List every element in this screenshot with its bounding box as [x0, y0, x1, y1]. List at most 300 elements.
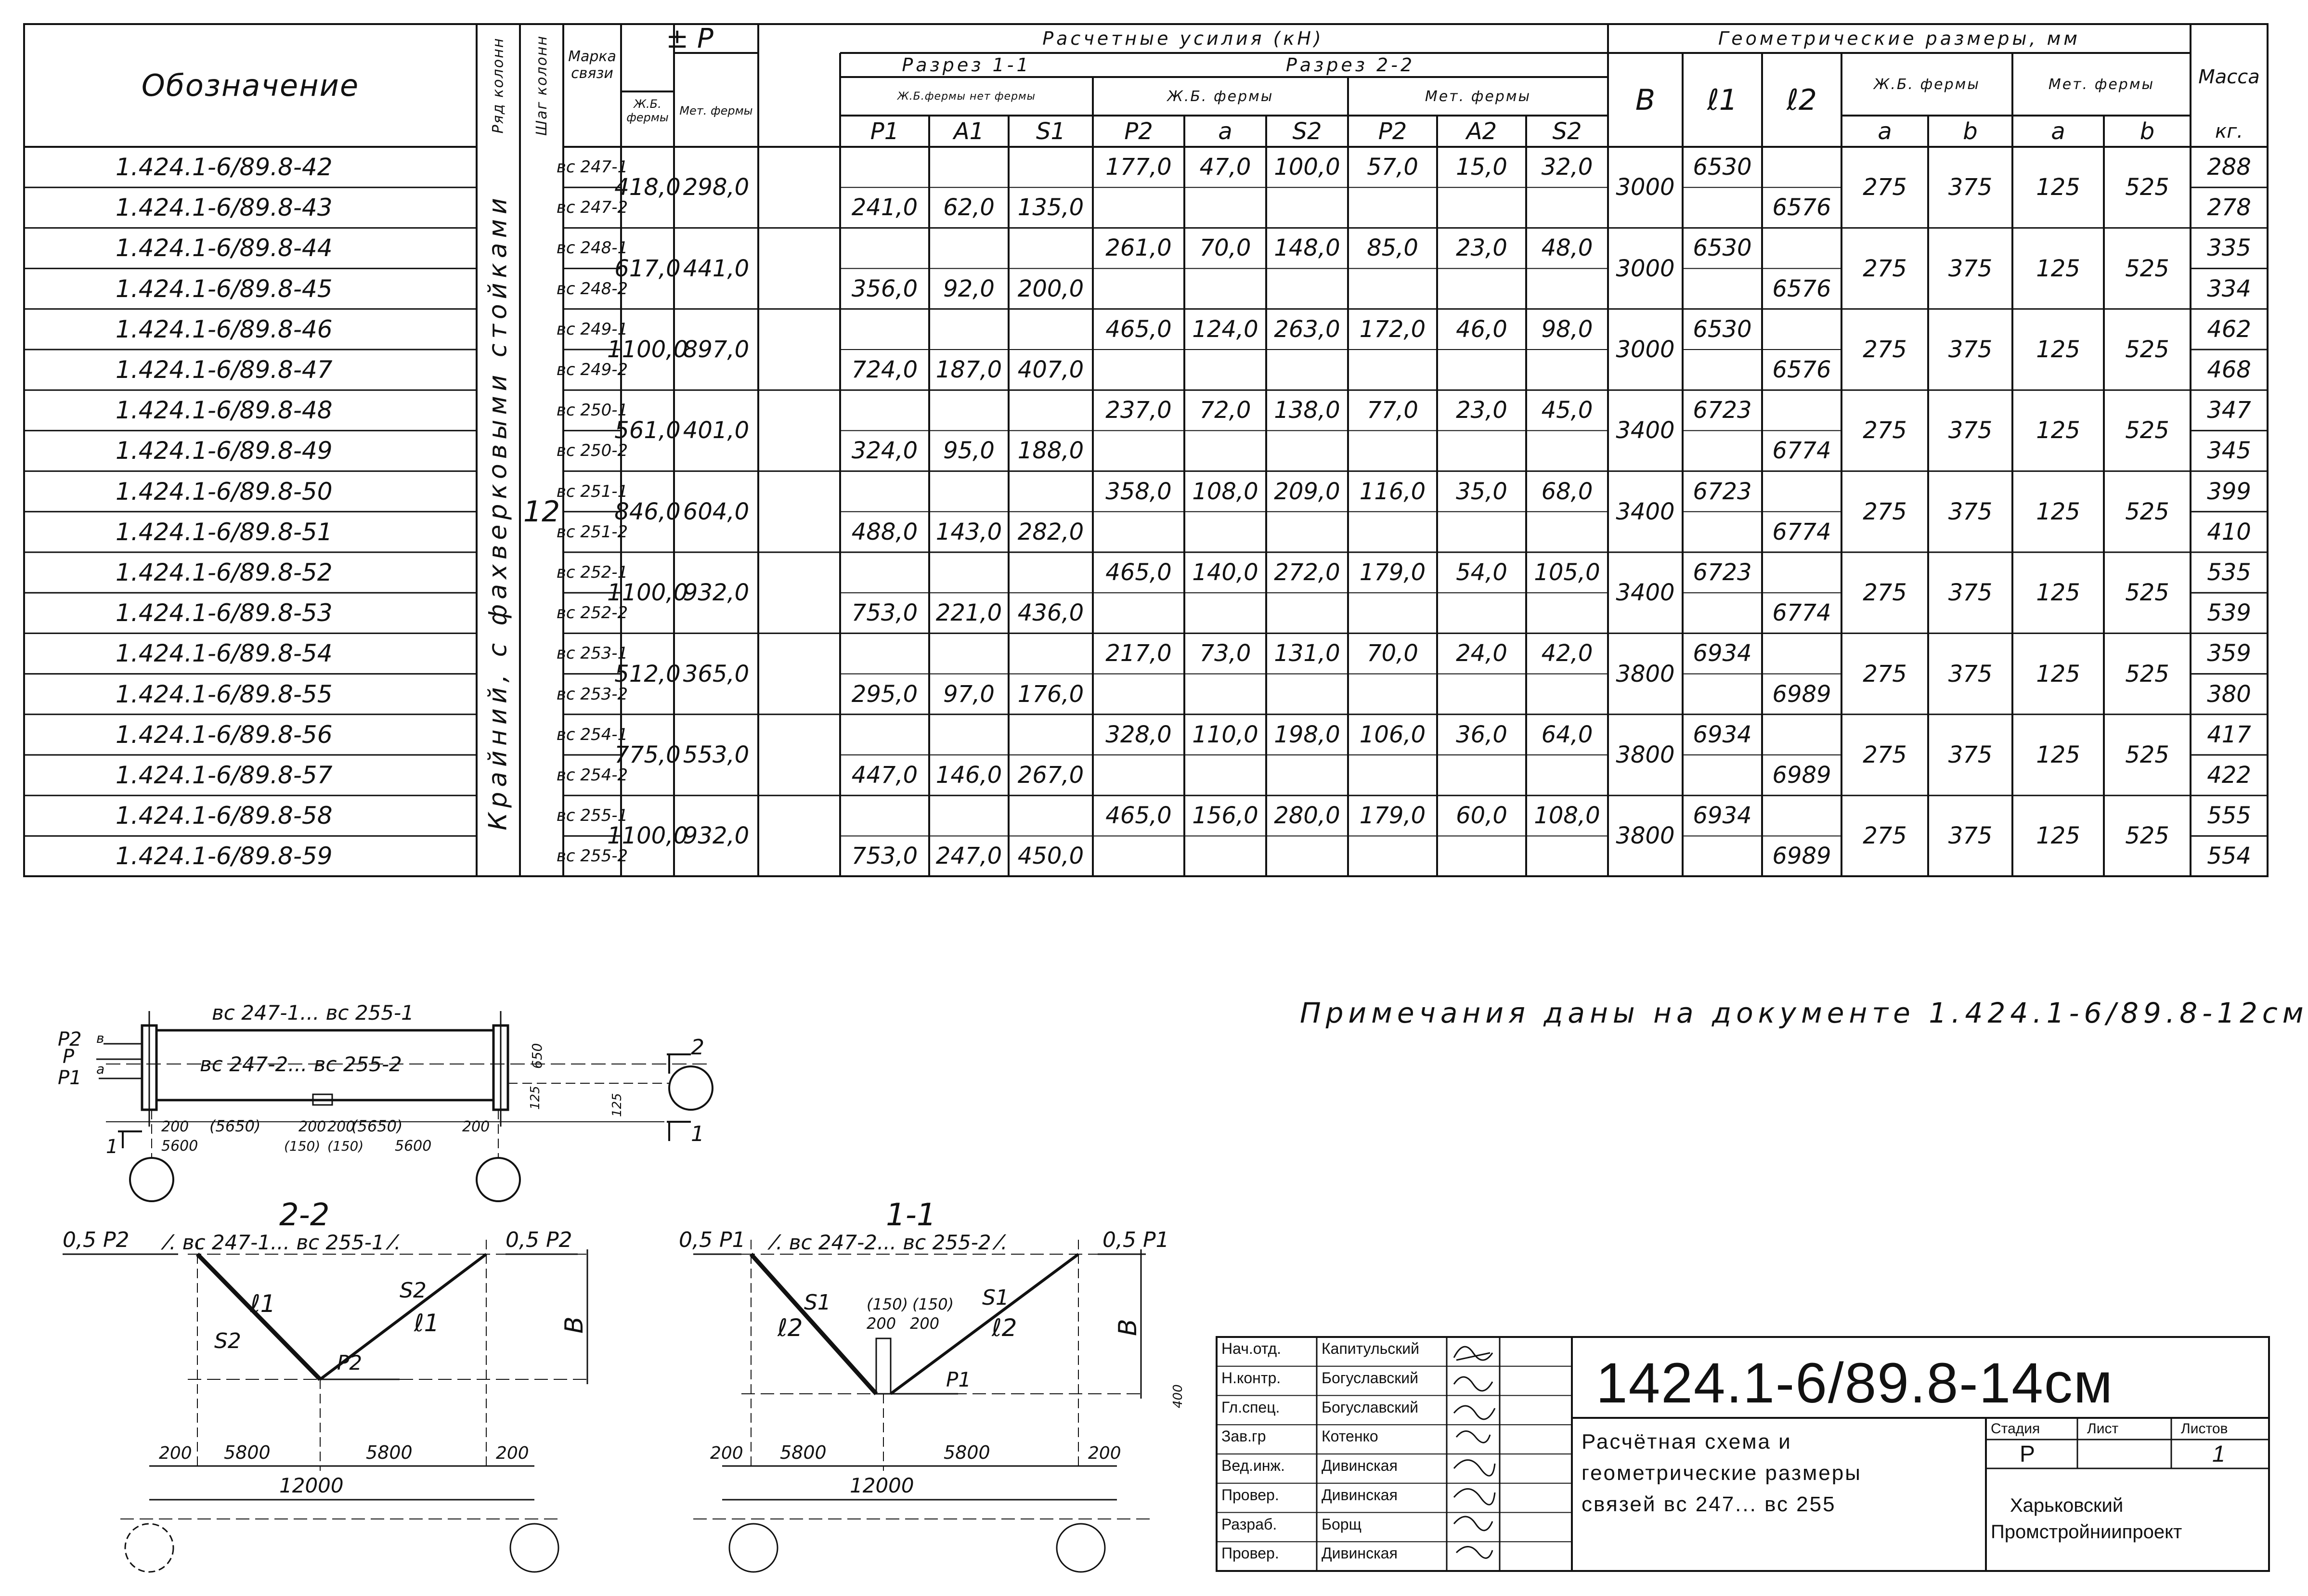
table-cell-p2b: [1348, 593, 1437, 633]
table-cell-l1: [1683, 269, 1762, 309]
table-cell-p2b: 179,0: [1359, 559, 1426, 586]
table-cell-b: 3400: [1616, 417, 1675, 444]
header-geometry: Геометрические размеры, мм: [1718, 28, 2080, 49]
table-cell-p1: [840, 471, 929, 512]
table-cell-mark: вс 254-2: [556, 766, 628, 785]
plan-top-label: вс 247-1... вс 255-1: [212, 1001, 414, 1025]
sec11-l2: ℓ2: [778, 1314, 803, 1342]
header-a: a: [1878, 117, 1892, 145]
table-cell-p2b: 179,0: [1359, 802, 1426, 830]
table-cell-a1: [929, 390, 1009, 430]
table-cell-a2b: [1437, 836, 1526, 876]
header-l1: ℓ1: [1707, 83, 1737, 117]
table-cell-s2b: [1526, 512, 1608, 552]
header-column-step: Шаг колонн: [533, 35, 550, 136]
table-cell-l2: [1762, 471, 1841, 512]
table-cell-p1: [840, 309, 929, 350]
note-text: Примечания даны на документе 1.424.1-6/89.8-12см: [1300, 997, 2308, 1029]
stamp-name: Дивинская: [1322, 1486, 1398, 1504]
header-p2: P2: [1124, 117, 1153, 145]
table-cell-met-a: 125: [2036, 255, 2080, 282]
table-cell-s1: [1009, 309, 1093, 350]
header-rc-truss-22: Ж.Б. фермы: [1167, 88, 1274, 105]
sec11-title: 1-1: [886, 1197, 936, 1233]
table-cell-a2: [1184, 836, 1266, 876]
table-cell-rc-b: 375: [1948, 498, 1993, 525]
table-cell-a2: 124,0: [1192, 315, 1258, 343]
table-cell-s2b: [1526, 269, 1608, 309]
sec11-c200a: 200: [867, 1314, 896, 1333]
title-block: [1216, 1336, 2270, 1572]
table-cell-s1: [1009, 714, 1093, 755]
table-cell-mass: 345: [2207, 437, 2251, 465]
table-cell-l1: 6723: [1693, 559, 1752, 586]
table-cell-a1: [929, 147, 1009, 187]
table-cell-p2: 261,0: [1105, 234, 1172, 262]
table-cell-code: 1.424.1-6/89.8-52: [116, 558, 333, 587]
header-row-columns: Ряд колонн: [490, 37, 507, 134]
brace-table: [24, 24, 2268, 876]
table-cell-p2b: 57,0: [1367, 154, 1418, 181]
table-cell-p2b: [1348, 187, 1437, 228]
table-cell-p-rc: 1100,0: [607, 822, 688, 850]
org-line2: Промстройниипроект: [1991, 1521, 2182, 1543]
table-cell-s2b: 32,0: [1541, 154, 1593, 181]
sec22-b: B: [560, 1316, 589, 1334]
table-cell-met-a: 125: [2036, 579, 2080, 607]
stamp-role: Н.контр.: [1221, 1369, 1281, 1387]
table-cell-l1: [1683, 512, 1762, 552]
table-cell-code: 1.424.1-6/89.8-55: [116, 680, 333, 708]
stamp-role: Зав.гр: [1221, 1427, 1266, 1445]
table-cell-p-rc: 561,0: [614, 417, 681, 444]
table-cell-l1: 6723: [1693, 478, 1752, 505]
table-cell-a2b: 23,0: [1456, 397, 1507, 424]
table-cell-a2: 72,0: [1199, 397, 1251, 424]
table-cell-p-met: 401,0: [683, 417, 750, 444]
plan-125b: 125: [610, 1093, 624, 1117]
header-p2b: P2: [1378, 117, 1407, 145]
header-forces: Расчетные усилия (кН): [1042, 28, 1324, 49]
table-cell-met-b: 525: [2125, 741, 2169, 768]
table-cell-s1: 267,0: [1017, 762, 1084, 789]
header-met-ab: Мет. фермы: [2048, 76, 2155, 93]
table-cell-met-b: 525: [2125, 417, 2169, 444]
table-cell-s2b: 98,0: [1541, 315, 1593, 343]
table-cell-p-met: 604,0: [683, 498, 750, 525]
table-cell-p-rc: 512,0: [614, 660, 681, 688]
table-cell-p2: 358,0: [1105, 478, 1172, 505]
table-cell-code: 1.424.1-6/89.8-53: [116, 599, 333, 627]
table-cell-p1: [840, 228, 929, 268]
plan-d1: 200: [161, 1118, 189, 1135]
table-cell-p2: 465,0: [1105, 559, 1172, 586]
table-cell-s2: 209,0: [1274, 478, 1340, 505]
table-cell-s1: 188,0: [1017, 437, 1084, 465]
table-cell-p1: 447,0: [851, 762, 918, 789]
table-cell-p1: [840, 552, 929, 593]
table-cell-b: 3000: [1616, 255, 1675, 282]
header-met-truss: Мет. фермы: [679, 104, 753, 117]
table-cell-a2b: 24,0: [1456, 640, 1507, 667]
table-cell-s2: [1266, 836, 1348, 876]
sec11-c150a: (150): [867, 1295, 908, 1313]
plan-125a: 125: [528, 1086, 543, 1110]
table-cell-l1: [1683, 430, 1762, 471]
plan-b: в: [96, 1030, 104, 1046]
sec11-d-mid2: 5800: [944, 1442, 990, 1463]
table-cell-s2: [1266, 674, 1348, 714]
plan-d10: 5600: [395, 1138, 432, 1155]
table-cell-l1: [1683, 755, 1762, 795]
stage-value: Р: [2020, 1441, 2036, 1467]
table-cell-mark: вс 249-1: [556, 319, 628, 339]
table-cell-p1: 356,0: [851, 275, 918, 302]
table-cell-p2: [1093, 755, 1184, 795]
table-cell-p-met: 298,0: [683, 174, 750, 201]
table-cell-code: 1.424.1-6/89.8-46: [116, 315, 333, 343]
sec22-s2b: S2: [400, 1278, 427, 1303]
table-cell-p2b: 77,0: [1367, 397, 1418, 424]
table-cell-p-met: 553,0: [683, 741, 750, 768]
table-cell-p2b: 172,0: [1359, 315, 1426, 343]
table-cell-s2b: [1526, 836, 1608, 876]
header-s2: S2: [1292, 117, 1322, 145]
table-cell-s2: 263,0: [1274, 315, 1340, 343]
table-cell-met-b: 525: [2125, 174, 2169, 201]
table-cell-mass: 555: [2207, 802, 2251, 830]
sec22-d-left: 200: [159, 1443, 192, 1463]
table-cell-mark: вс 253-1: [556, 644, 628, 663]
table-cell-s2: 198,0: [1274, 721, 1340, 748]
table-cell-a1: 97,0: [943, 680, 995, 708]
table-cell-rc-a: 275: [1863, 498, 1907, 525]
table-cell-s2: 100,0: [1274, 154, 1340, 181]
table-cell-rc-b: 375: [1948, 336, 1993, 363]
table-cell-l1: 6934: [1693, 640, 1752, 667]
table-cell-p2: [1093, 836, 1184, 876]
plan-p: P: [63, 1046, 75, 1068]
table-cell-a2: 108,0: [1192, 478, 1258, 505]
table-cell-code: 1.424.1-6/89.8-48: [116, 396, 333, 425]
table-cell-a2b: [1437, 512, 1526, 552]
table-cell-s1: [1009, 552, 1093, 593]
table-cell-code: 1.424.1-6/89.8-54: [116, 639, 333, 668]
table-cell-p-rc: 775,0: [614, 741, 681, 768]
sec11-d-right: 200: [1088, 1443, 1121, 1463]
table-cell-s2b: 105,0: [1534, 559, 1600, 586]
table-cell-s1: 135,0: [1017, 194, 1084, 221]
table-cell-s2b: [1526, 755, 1608, 795]
table-cell-rc-a: 275: [1863, 255, 1907, 282]
sec11-b: B: [1114, 1319, 1142, 1336]
table-cell-code: 1.424.1-6/89.8-42: [116, 153, 333, 182]
header-pm-p: ± P: [666, 23, 713, 54]
table-cell-mass: 335: [2207, 234, 2251, 262]
table-cell-l2: 6576: [1772, 275, 1831, 302]
stamp-name: Борщ: [1322, 1515, 1361, 1533]
table-cell-a1: 187,0: [935, 356, 1002, 384]
stamp-name: Капитульский: [1322, 1340, 1420, 1357]
sec11-p1: P1: [946, 1368, 972, 1391]
table-cell-rc-b: 375: [1948, 174, 1993, 201]
table-cell-p1: 324,0: [851, 437, 918, 465]
sec22-l1: ℓ1: [250, 1290, 276, 1318]
table-cell-a2: 47,0: [1199, 154, 1251, 181]
doc-title-line1: Расчётная схема и: [1582, 1430, 1792, 1453]
plan-p1: P1: [58, 1067, 82, 1089]
table-cell-p-met: 932,0: [683, 822, 750, 850]
table-cell-a2b: [1437, 350, 1526, 390]
header-a2: a: [1218, 117, 1232, 145]
table-cell-l1: [1683, 836, 1762, 876]
table-cell-p2: 177,0: [1105, 154, 1172, 181]
table-cell-p-rc: 617,0: [614, 255, 681, 282]
table-cell-s1: [1009, 228, 1093, 268]
table-cell-mark: вс 247-2: [556, 198, 628, 218]
table-cell-b: 3400: [1616, 579, 1675, 607]
table-cell-l1: [1683, 674, 1762, 714]
header-l2: ℓ2: [1787, 83, 1817, 117]
table-cell-met-b: 525: [2125, 579, 2169, 607]
table-cell-met-a: 125: [2036, 660, 2080, 688]
table-cell-s2: [1266, 269, 1348, 309]
table-cell-rc-b: 375: [1948, 417, 1993, 444]
table-cell-mass: 535: [2207, 559, 2251, 586]
table-cell-a2: 156,0: [1192, 802, 1258, 830]
stamp-role: Провер.: [1221, 1486, 1279, 1504]
table-cell-s2b: 45,0: [1541, 397, 1593, 424]
header-a1: A1: [953, 117, 985, 145]
header-b: B: [1635, 83, 1656, 117]
table-cell-s1: [1009, 147, 1093, 187]
table-cell-l2: [1762, 714, 1841, 755]
table-cell-code: 1.424.1-6/89.8-56: [116, 720, 333, 749]
table-cell-met-b: 525: [2125, 822, 2169, 850]
table-cell-l1: [1683, 350, 1762, 390]
table-cell-s2b: [1526, 674, 1608, 714]
header-a2b: A2: [1466, 117, 1497, 145]
table-cell-mark: вс 253-2: [556, 684, 628, 704]
plan-650: 650: [529, 1043, 545, 1069]
table-cell-p1: 241,0: [851, 194, 918, 221]
plan-mid-label: вс 247-2... вс 255-2: [200, 1052, 402, 1076]
table-cell-p-met: 897,0: [683, 336, 750, 363]
table-cell-p1: [840, 147, 929, 187]
table-cell-p2: [1093, 269, 1184, 309]
table-cell-l1: [1683, 593, 1762, 633]
table-cell-p2b: [1348, 269, 1437, 309]
header-section-22: Разрез 2-2: [1285, 54, 1415, 76]
table-cell-s2: 138,0: [1274, 397, 1340, 424]
table-cell-mark: вс 252-1: [556, 563, 628, 583]
table-cell-met-a: 125: [2036, 822, 2080, 850]
table-cell-s2: [1266, 430, 1348, 471]
table-cell-code: 1.424.1-6/89.8-57: [116, 761, 333, 790]
table-cell-p-met: 441,0: [683, 255, 750, 282]
table-cell-met-b: 525: [2125, 255, 2169, 282]
section-1-1-diagram: [679, 1192, 1204, 1577]
table-cell-met-a: 125: [2036, 741, 2080, 768]
table-cell-b: 3000: [1616, 336, 1675, 363]
table-cell-mass: 462: [2207, 315, 2251, 343]
table-cell-b: 3800: [1616, 741, 1675, 768]
table-cell-l2: 6774: [1772, 518, 1831, 545]
table-cell-p2: 217,0: [1105, 640, 1172, 667]
header-b-small: b: [1963, 117, 1978, 145]
table-cell-met-b: 525: [2125, 498, 2169, 525]
table-cell-p2b: [1348, 836, 1437, 876]
sec22-p2: P2: [337, 1351, 363, 1375]
table-cell-rc-b: 375: [1948, 741, 1993, 768]
header-a-met: a: [2051, 117, 2065, 145]
sec11-c200b: 200: [910, 1314, 940, 1333]
table-cell-code: 1.424.1-6/89.8-47: [116, 356, 333, 384]
header-b-met: b: [2139, 117, 2155, 145]
table-cell-code: 1.424.1-6/89.8-49: [116, 437, 333, 465]
table-cell-p2: [1093, 512, 1184, 552]
stamp-name: Богуславский: [1322, 1369, 1418, 1387]
sec11-l2b: ℓ2: [992, 1314, 1017, 1342]
table-cell-a1: 62,0: [943, 194, 995, 221]
table-cell-s2b: 64,0: [1541, 721, 1593, 748]
table-cell-p2: [1093, 350, 1184, 390]
table-cell-a2b: [1437, 187, 1526, 228]
table-cell-p1: 753,0: [851, 599, 918, 627]
table-cell-p2b: 106,0: [1359, 721, 1426, 748]
header-rc-met-11: Ж.Б.фермы нет фермы: [897, 90, 1036, 103]
table-cell-s2b: [1526, 593, 1608, 633]
table-cell-mark: вс 250-1: [556, 401, 628, 420]
table-cell-a2b: [1437, 674, 1526, 714]
table-cell-a2: 110,0: [1192, 721, 1258, 748]
table-cell-mark: вс 248-2: [556, 279, 628, 298]
table-cell-l2: [1762, 147, 1841, 187]
table-cell-mark: вс 255-1: [556, 806, 628, 826]
table-cell-p2: 465,0: [1105, 802, 1172, 830]
table-cell-p2b: [1348, 430, 1437, 471]
table-cell-l1: 6530: [1693, 234, 1752, 262]
table-cell-p-rc: 1100,0: [607, 579, 688, 607]
header-s1: S1: [1036, 117, 1065, 145]
plan-d8: (150): [284, 1138, 321, 1154]
table-cell-met-a: 125: [2036, 336, 2080, 363]
table-cell-p2b: [1348, 512, 1437, 552]
table-cell-s2: [1266, 593, 1348, 633]
table-cell-p2: 465,0: [1105, 315, 1172, 343]
stage-label: Стадия: [1991, 1421, 2040, 1437]
sec11-total: 12000: [850, 1474, 914, 1497]
table-cell-l1: 6530: [1693, 315, 1752, 343]
table-cell-rc-a: 275: [1863, 417, 1907, 444]
doc-code: 1424.1-6/89.8-14см: [1596, 1351, 2114, 1415]
plan-a: а: [96, 1061, 105, 1077]
table-cell-a2b: 60,0: [1456, 802, 1507, 830]
table-cell-mark: вс 252-2: [556, 603, 628, 623]
table-cell-s1: 282,0: [1017, 518, 1084, 545]
table-cell-a2: [1184, 512, 1266, 552]
header-kg: кг.: [2215, 120, 2243, 143]
header-p1: P1: [870, 117, 899, 145]
table-cell-rc-b: 375: [1948, 822, 1993, 850]
sec22-title: 2-2: [279, 1197, 330, 1233]
table-cell-p-met: 365,0: [683, 660, 750, 688]
sec11-subtitle: ⁄. вс 247-2... вс 255-2 ⁄.: [773, 1231, 1008, 1254]
sheet-label: Лист: [2087, 1421, 2119, 1437]
stamp-role: Нач.отд.: [1221, 1340, 1282, 1357]
table-cell-s2b: 42,0: [1541, 640, 1593, 667]
table-cell-p2: [1093, 187, 1184, 228]
table-cell-rc-a: 275: [1863, 336, 1907, 363]
signatures: [1454, 1347, 1495, 1558]
plan-p2: P2: [58, 1028, 82, 1051]
plan-d6: 200: [462, 1118, 490, 1135]
table-cell-p-rc: 1100,0: [607, 336, 688, 363]
table-cell-l2: [1762, 552, 1841, 593]
sheets-value: 1: [2212, 1441, 2225, 1467]
plan-section-2: 2: [691, 1035, 704, 1060]
table-cell-p2b: 70,0: [1367, 640, 1418, 667]
table-cell-a1: 146,0: [935, 762, 1002, 789]
sec22-s2: S2: [214, 1329, 241, 1353]
table-cell-p1: 724,0: [851, 356, 918, 384]
plan-d4: 200: [327, 1118, 355, 1135]
stamp-role: Вед.инж.: [1221, 1457, 1285, 1474]
table-cell-a2: [1184, 269, 1266, 309]
sec11-s1: S1: [804, 1290, 831, 1315]
table-cell-mark: вс 247-1: [556, 157, 628, 177]
sec22-right-load: 0,5 P2: [506, 1228, 572, 1252]
table-cell-l1: 6934: [1693, 721, 1752, 748]
plan-d7: 5600: [161, 1138, 198, 1155]
stamp-role: Разраб.: [1221, 1515, 1277, 1533]
stamp-name: Дивинская: [1322, 1457, 1398, 1474]
table-cell-a1: 92,0: [943, 275, 995, 302]
stamp-role: Гл.спец.: [1221, 1398, 1280, 1416]
header-mass: Масса: [2198, 66, 2260, 88]
table-cell-l1: [1683, 187, 1762, 228]
table-cell-mark: вс 249-2: [556, 360, 628, 380]
table-cell-l2: 6989: [1772, 680, 1831, 708]
table-cell-s1: [1009, 471, 1093, 512]
table-cell-s2b: [1526, 187, 1608, 228]
table-cell-s2b: 108,0: [1534, 802, 1600, 830]
table-cell-p2: 328,0: [1105, 721, 1172, 748]
table-cell-l2: 6774: [1772, 599, 1831, 627]
table-cell-l2: 6576: [1772, 194, 1831, 221]
table-cell-mass: 288: [2207, 154, 2251, 181]
sec11-left-load: 0,5 P1: [679, 1228, 746, 1252]
plan-d2: (5650): [209, 1117, 261, 1135]
table-cell-code: 1.424.1-6/89.8-59: [116, 842, 333, 870]
table-cell-mass: 347: [2207, 397, 2251, 424]
table-cell-l2: [1762, 228, 1841, 268]
table-cell-a1: [929, 228, 1009, 268]
table-cell-s2: 148,0: [1274, 234, 1340, 262]
table-cell-rc-a: 275: [1863, 174, 1907, 201]
stamp-role: Провер.: [1221, 1544, 1279, 1562]
stamp-name: Дивинская: [1322, 1544, 1398, 1562]
table-cell-s2: [1266, 187, 1348, 228]
table-cell-p1: [840, 714, 929, 755]
header-brace-mark: Марка связи: [568, 48, 616, 82]
table-cell-p2: 237,0: [1105, 397, 1172, 424]
table-cell-mark: вс 248-1: [556, 238, 628, 258]
table-cell-a2b: 54,0: [1456, 559, 1507, 586]
table-cell-mass: 359: [2207, 640, 2251, 667]
table-cell-rc-a: 275: [1863, 579, 1907, 607]
table-cell-mark: вс 251-2: [556, 522, 628, 542]
